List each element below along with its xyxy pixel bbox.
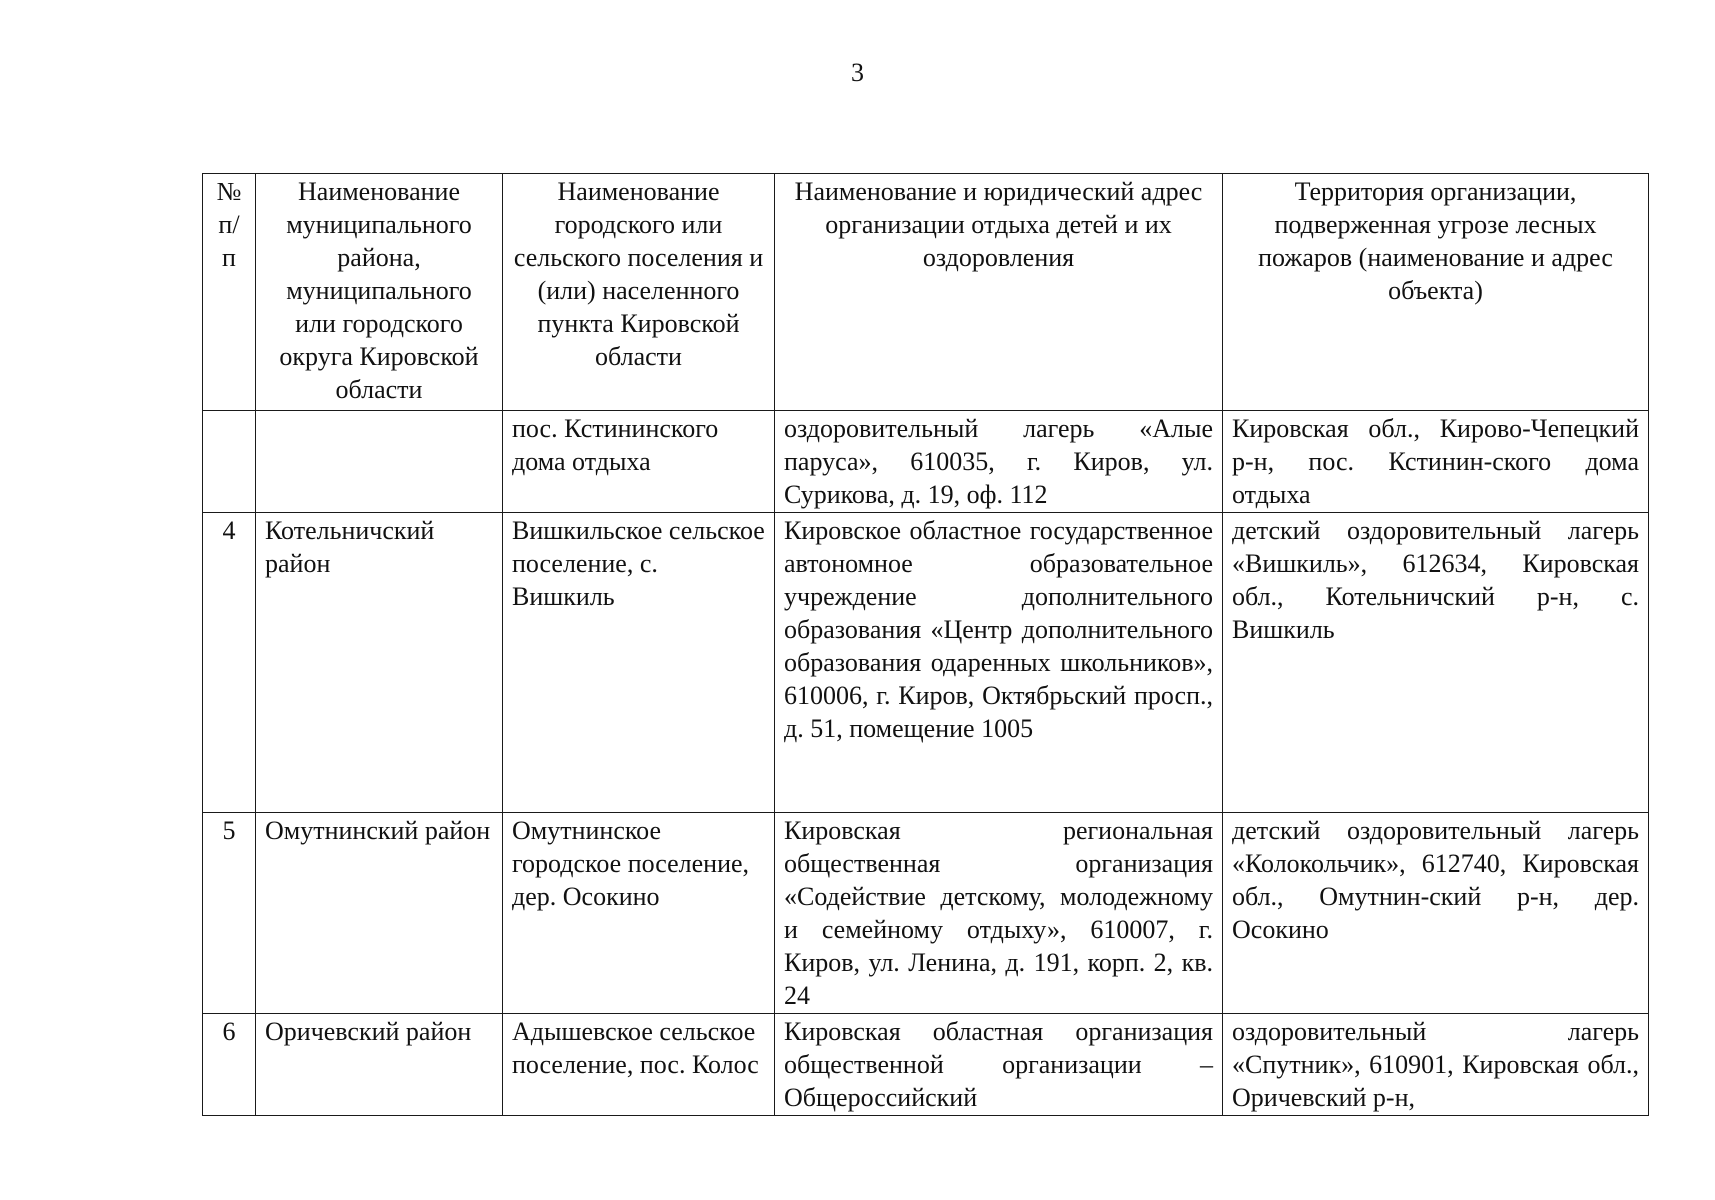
row-settlement: Вишкильское сельское поселение, с. Вишкиль [503, 513, 775, 813]
row-territory: оздоровительный лагерь «Спутник», 610901, Кировская обл., Оричевский р-н, [1223, 1014, 1649, 1116]
table-row [203, 813, 1649, 1014]
row-organization: Кировское областное государственное автономное образовательное учреждение дополнительного образования «Центр дополнительного образования одаренных школьников», 610006, г. Киров, Октябрьский просп., д. 51, помещение 1005 [775, 513, 1223, 813]
registry-table [202, 173, 1649, 1116]
table-row [203, 1014, 1649, 1116]
row-settlement: Адышевское сельское поселение, пос. Колос [503, 1014, 775, 1116]
row-organization: оздоровительный лагерь «Алые паруса», 610035, г. Киров, ул. Сурикова, д. 19, оф. 112 [775, 411, 1223, 513]
row-territory: Кировская обл., Кирово-Чепецкий р-н, пос. Кстинин-ского дома отдыха [1223, 411, 1649, 513]
row-number [203, 411, 256, 513]
row-territory: детский оздоровительный лагерь «Колокольчик», 612740, Кировская обл., Омутнин-ский р-н, дер. Осокино [1223, 813, 1649, 1014]
row-settlement: пос. Кстининского дома отдыха [503, 411, 775, 513]
row-district: Омутнинский район [256, 813, 503, 1014]
row-number: 6 [203, 1014, 256, 1116]
table-header-row [203, 174, 1649, 411]
row-district: Оричевский район [256, 1014, 503, 1116]
row-district: Котельничский район [256, 513, 503, 813]
header-territory: Территория организации, подверженная угрозе лесных пожаров (наименование и адрес объекта) [1223, 174, 1649, 411]
header-district: Наименование муниципального района, муниципального или городского округа Кировской области [256, 174, 503, 411]
row-settlement: Омутнинское городское поселение, дер. Осокино [503, 813, 775, 1014]
row-number: 5 [203, 813, 256, 1014]
table-row [203, 411, 1649, 513]
registry-table-container [202, 173, 1648, 1116]
row-district [256, 411, 503, 513]
header-number: № п/п [203, 174, 256, 411]
row-organization: Кировская региональная общественная организация «Содействие детскому, молодежному и семейному отдыху», 610007, г. Киров, ул. Ленина, д. 191, корп. 2, кв. 24 [775, 813, 1223, 1014]
header-organization: Наименование и юридический адрес организации отдыха детей и их оздоровления [775, 174, 1223, 411]
row-organization: Кировская областная организация общественной организации – Общероссийский [775, 1014, 1223, 1116]
row-territory: детский оздоровительный лагерь «Вишкиль», 612634, Кировская обл., Котельничский р-н, с. Вишкиль [1223, 513, 1649, 813]
table-row [203, 513, 1649, 813]
row-number: 4 [203, 513, 256, 813]
page-number: 3 [851, 58, 864, 87]
header-settlement: Наименование городского или сельского поселения и (или) населенного пункта Кировской области [503, 174, 775, 411]
